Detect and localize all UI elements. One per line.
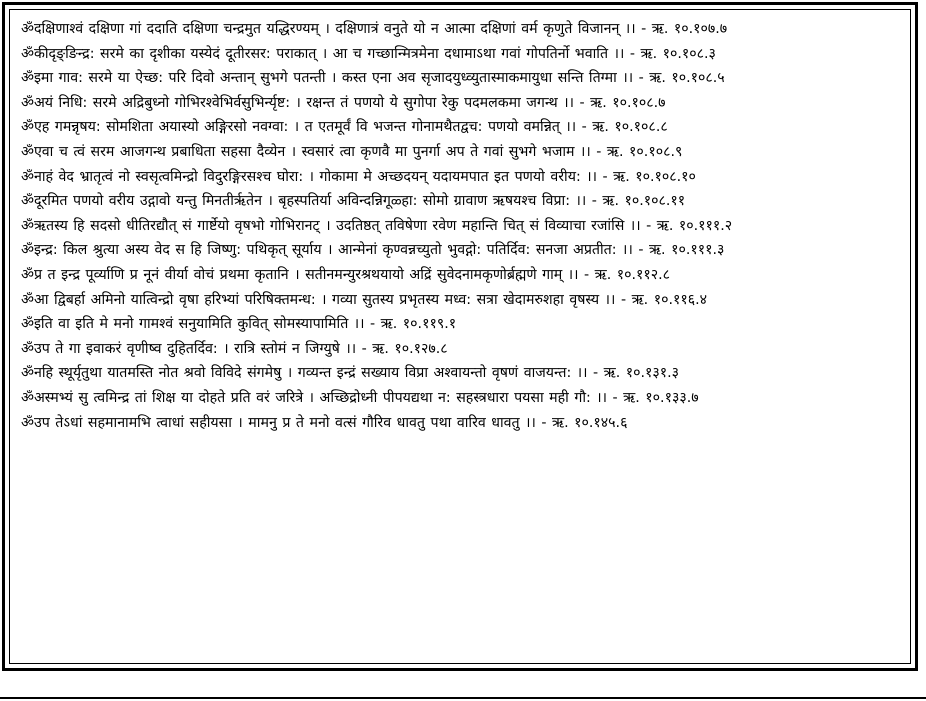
page-border: [2, 2, 918, 671]
verse-line: ॐअस्मभ्यं सु त्वमिन्द्र तां शिक्ष या दोहते प्रति वरं जरित्रे । अच्छिद्रोध्नी पीपयद्यथा न: सहस्त्रधारा पयसा मही गौ: ।। - ऋ. १०.१३३.७: [21, 389, 699, 406]
verse-line: ॐएह गमन्नृषय: सोमशिता अयास्यो अङ्गिरसो नवग्वा: । त एतमूर्वं वि भजन्त गोनामथैतद्वच: पणयो वमन्नित् ।। - ऋ. १०.१०८.८: [21, 119, 668, 136]
verse-line: ॐइमा गाव: सरमे या ऐच्छ: परि दिवो अन्तान् सुभगे पतन्ती । कस्त एना अव सृजादयुध्व्युतास्माकमायुधा सन्ति तिग्मा ।। - ऋ. १०.१०८.५: [21, 70, 725, 87]
verse-line: ॐउप तेऽधां सहमानामभि त्वाधां सहीयसा । मामनु प्र ते मनो वत्सं गौरिव धावतु पथा वारिव धावतु ।। - ऋ. १०.१४५.६: [21, 414, 628, 431]
bottom-rule: [0, 697, 926, 699]
verse-line: ॐदूरमित पणयो वरीय उद्गावो यन्तु मिनतीरृतेन । बृहस्पतिर्या अविन्दन्निगूळ्हा: सोमो ग्रावाण ऋषयश्च विप्रा: ।। - ऋ. १०.१०८.११: [21, 193, 686, 210]
verse-line: ॐआ द्विबर्हा अमिनो यात्विन्द्रो वृषा हरिभ्यां परिषिक्तमन्ध: । गव्या सुतस्य प्रभृतस्य मध्व: सत्रा खेदामरुशहा वृषस्य ।। - ऋ. १०.११६.४: [21, 291, 707, 308]
verse-line: ॐएवा च त्वं सरम आजगन्थ प्रबाधिता सहसा दैव्येन । स्वसारं त्वा कृणवै मा पुनर्गा अप ते गवां सुभगे भजाम ।। - ऋ. १०.१०८.९: [21, 143, 683, 160]
verse-line: ॐअयं निधि: सरमे अद्रिबुध्नो गोभिरश्वेभिर्वसुभिर्न्यृष्ट: । रक्षन्त तं पणयो ये सुगोपा रेकु पदमलकमा जगन्थ ।। - ऋ. १०.१०८.७: [21, 94, 666, 111]
verse-line: ॐप्र त इन्द्र पूर्व्याणि प्र नूनं वीर्या वोचं प्रथमा कृतानि । सतीनमन्युरश्रथयायो अद्रिं सुवेदनामकृणोर्ब्रह्मणे गाम् ।। - ऋ. १०.११२.८: [21, 266, 671, 283]
verse-line: ॐनहि स्थूर्यृतुथा यातमस्ति नोत श्रवो विविदे संगमेषु । गव्यन्त इन्द्रं सख्याय विप्रा अश्वायन्तो वृषणं वाजयन्त: ।। - ऋ. १०.१३१.३: [21, 365, 680, 382]
verse-list: [21, 17, 913, 435]
verse-line: ॐइन्द्र: किल श्रुत्या अस्य वेद स हि जिष्णु: पथिकृत् सूर्याय । आन्मेनां कृण्वन्नच्युतो भुवद्गो: पतिर्दिव: सनजा अप्रतीत: ।। - ऋ. १०.१११.३: [21, 242, 725, 259]
verse-line: ॐउप ते गा इवाकरं वृणीष्व दुहितर्दिव: । रात्रि स्तोमं न जिग्युषे ।। - ऋ. १०.१२७.८: [21, 340, 448, 357]
verse-line: ॐऋतस्य हि सदसो धीतिरद्यौत् सं गार्ष्टेयो वृषभो गोभिरानट् । उदतिष्ठत् तविषेणा रवेण महान्ति चित् सं विव्याचा रजांसि ।। - ऋ. १०.१११.२: [21, 217, 733, 234]
verse-line: ॐनाहं वेद भ्रातृत्वं नो स्वसृत्वमिन्द्रो विदुरङ्गिरसश्च घोरा: । गोकामा मे अच्छदयन् यदायमपात इत पणयो वरीय: ।। - ऋ. १०.१०८.१०: [21, 168, 696, 185]
verse-line: ॐइति वा इति मे मनो गामश्वं सनुयामिति कुवित् सोमस्यापामिति ।। - ऋ. १०.११९.१: [21, 316, 457, 333]
verse-line: ॐदक्षिणाश्वं दक्षिणा गां ददाति दक्षिणा चन्द्रमुत यद्धिरण्यम् । दक्षिणात्रं वनुते यो न आत्मा दक्षिणां वर्म कृणुते विजानन् ।। - ऋ. १०.१०७.७: [21, 21, 728, 37]
verse-line: ॐकीदृङ्ङिन्द्र: सरमे का दृशीका यस्येदं दूतीरसर: पराकात् । आ च गच्छान्मित्रमेना दधामाऽथा गवां गोपतिर्नो भवाति ।। - ऋ. १०.१०८.३: [21, 45, 716, 62]
